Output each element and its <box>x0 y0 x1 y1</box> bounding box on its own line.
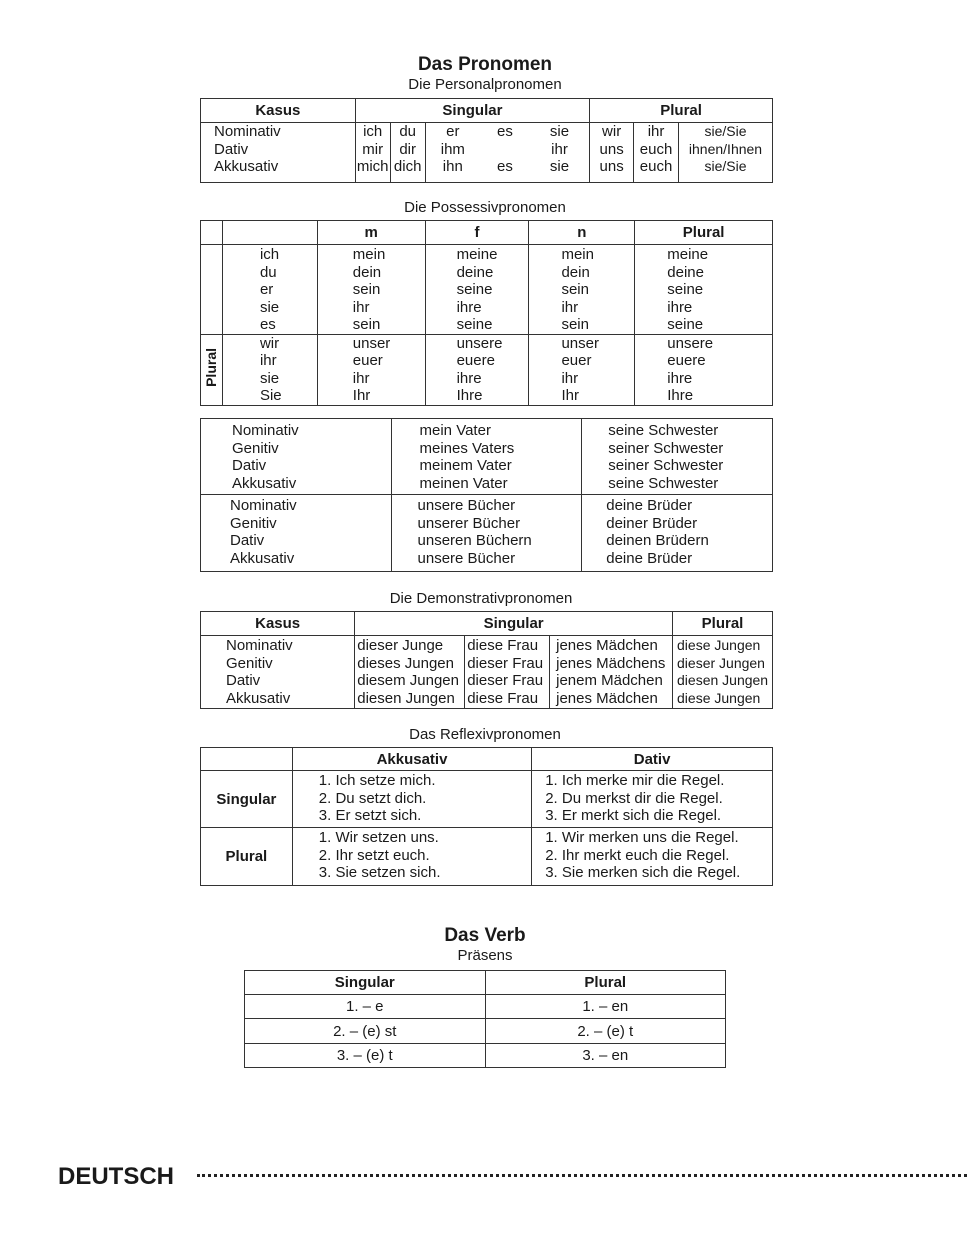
case-label: Nominativ <box>232 422 299 439</box>
possessive-cell: seine <box>667 281 704 298</box>
declension-cell: deinen Brüdern <box>606 532 709 549</box>
pronoun-cell: dich <box>393 158 422 175</box>
pronoun-cell <box>480 141 530 159</box>
reflexive-example: 2. Ihr setzt euch. <box>318 846 430 864</box>
header-kasus: Kasus <box>201 99 356 123</box>
possessive-cell: euer <box>561 352 592 369</box>
possessive-cell: euer <box>352 352 383 369</box>
demonstrative-cell: dieser Jungen <box>677 654 765 671</box>
case-label: Genitiv <box>230 514 277 532</box>
case-label: Dativ <box>214 140 249 158</box>
declension-cell: unsere Bücher <box>417 497 516 514</box>
possessive-cell: unsere <box>667 334 714 352</box>
possessive-cell: mein <box>561 246 594 263</box>
possessive-cell: ihr <box>561 369 579 387</box>
case-label: Akkusativ <box>232 474 297 492</box>
case-label: Nominativ <box>230 497 297 514</box>
verb-ending: 1. – en <box>485 995 725 1019</box>
header-n: n <box>529 221 635 245</box>
pronoun: Sie <box>259 387 282 404</box>
pronoun-cell: ihnen/Ihnen <box>688 140 763 157</box>
declension-cell: seine Schwester <box>608 474 719 492</box>
case-label: Dativ <box>226 672 261 689</box>
possessive-cell: euere <box>667 352 706 369</box>
reflexive-example: 2. Ihr merkt euch die Regel. <box>545 846 730 864</box>
possessive-cell: sein <box>561 316 589 333</box>
demonstrative-cell: diesem Jungen <box>357 672 459 689</box>
page-title: Das Pronomen <box>417 54 553 75</box>
declension-cell: unseren Büchern <box>417 532 532 549</box>
declension-cell: seiner Schwester <box>608 439 724 457</box>
pronoun: er <box>259 281 274 298</box>
possessive-cell: ihr <box>352 369 370 387</box>
demonstrative-cell: diesen Jungen <box>357 689 455 707</box>
pronoun-cell: er <box>446 123 460 140</box>
footer-dotted-line <box>197 1174 967 1177</box>
verb-ending: 1. – e <box>245 995 486 1019</box>
pronoun: ihr <box>259 352 277 369</box>
possessive-cell: deine <box>456 263 494 281</box>
pronoun-cell: uns <box>599 158 624 175</box>
possessive-cell: sein <box>352 316 381 333</box>
demonstrative-cell: jenes Mädchen <box>556 637 658 654</box>
declension-cell: deine Brüder <box>606 497 693 514</box>
possessive-cell: Ihre <box>456 387 483 404</box>
case-label: Genitiv <box>232 439 279 457</box>
possessive-cell: seine <box>456 316 493 333</box>
pronoun-cell: sie/Sie <box>704 158 747 174</box>
verb-ending: 3. – (e) t <box>245 1044 486 1068</box>
possessive-cell: sein <box>352 281 381 298</box>
pronoun-cell: uns <box>599 140 624 158</box>
demonstrative-cell: diese Jungen <box>677 637 761 653</box>
pronoun: du <box>259 263 277 281</box>
pronoun-cell: dir <box>399 140 416 158</box>
pronoun: wir <box>259 334 280 352</box>
demonstrative-cell: diese Frau <box>467 637 539 654</box>
header-m: m <box>317 221 425 245</box>
demonstrative-cell: jenes Mädchen <box>556 689 658 707</box>
verb-ending: 2. – (e) t <box>485 1019 725 1044</box>
case-label: Dativ <box>230 532 265 549</box>
reflexive-example: 3. Er merkt sich die Regel. <box>545 807 722 824</box>
declension-cell: seiner Schwester <box>608 457 724 474</box>
possessive-cell: mein <box>352 246 386 263</box>
pronoun-cell: mich <box>356 158 389 175</box>
reflexive-example: 1. Wir merken uns die Regel. <box>545 829 739 846</box>
reflexive-example: 3. Sie merken sich die Regel. <box>545 864 741 881</box>
case-label: Dativ <box>232 457 267 474</box>
verb-title: Das Verb <box>444 925 526 946</box>
declension-cell: unserer Bücher <box>417 514 521 532</box>
reflexive-example: 3. Sie setzen sich. <box>318 864 441 881</box>
possessive-cell: ihre <box>667 369 693 387</box>
pronoun-cell: ihr <box>551 140 568 158</box>
header-f: f <box>425 221 529 245</box>
reflexive-subtitle: Das Reflexivpronomen <box>409 726 561 743</box>
pronoun: sie <box>259 369 280 387</box>
header-akkusativ: Akkusativ <box>292 748 531 771</box>
declension-cell: meinem Vater <box>419 457 512 474</box>
personal-pronouns-table <box>200 98 773 183</box>
pronoun-cell: mir <box>362 140 384 158</box>
demonstrative-cell: dieser Junge <box>357 637 444 654</box>
pronoun-cell: euch <box>639 158 673 175</box>
pronoun-cell: sie <box>549 158 570 175</box>
case-label: Genitiv <box>226 654 273 672</box>
possessive-cell: unser <box>561 334 599 352</box>
possessive-cell: unser <box>352 334 391 352</box>
declension-examples-table <box>200 418 773 572</box>
header-dativ: Dativ <box>532 748 773 771</box>
pronoun-cell: es <box>497 158 513 175</box>
possessive-cell: ihre <box>456 369 482 387</box>
demonstrative-cell: jenem Mädchen <box>556 672 663 689</box>
demonstrative-cell: diese Jungen <box>677 689 761 706</box>
possessive-cell: deine <box>667 263 704 281</box>
possessive-cell: dein <box>352 263 382 281</box>
possessive-cell: sein <box>561 281 589 298</box>
reflexive-example: 2. Du setzt dich. <box>318 789 427 807</box>
pronoun-cell: du <box>399 123 416 140</box>
row-singular: Singular <box>201 771 293 828</box>
header-plural: Plural <box>673 612 773 636</box>
possessive-subtitle: Die Possessivpronomen <box>404 199 566 216</box>
possessive-cell: seine <box>667 316 704 333</box>
plural-vertical-label: Plural <box>203 348 220 387</box>
pronoun-cell: ihr <box>647 123 665 140</box>
verb-endings-table <box>244 970 726 1068</box>
row-plural: Plural <box>201 828 293 886</box>
possessive-cell: Ihre <box>667 387 694 404</box>
case-label: Akkusativ <box>230 549 295 567</box>
possessive-cell: dein <box>561 263 590 281</box>
pronoun-cell: ihm <box>440 140 465 158</box>
demonstrative-subtitle: Die Demonstrativpronomen <box>389 590 573 607</box>
declension-cell: meinen Vater <box>419 474 508 492</box>
pronoun: ich <box>259 246 280 263</box>
declension-cell: meines Vaters <box>419 439 515 457</box>
possessive-cell: unsere <box>456 334 503 352</box>
possessive-cell: euere <box>456 352 495 369</box>
possessive-cell: meine <box>667 246 709 263</box>
possessive-cell: Ihr <box>561 387 579 404</box>
demonstrative-cell: diese Frau <box>467 689 539 707</box>
case-label: Nominativ <box>226 637 293 654</box>
header-plural: Plural <box>590 99 773 123</box>
personal-subtitle: Die Personalpronomen <box>408 76 562 93</box>
possessive-cell: meine <box>456 246 498 263</box>
pronoun-cell: ihn <box>442 158 463 175</box>
pronoun-cell: wir <box>602 123 622 140</box>
demonstrative-pronouns-table <box>200 611 773 709</box>
possessive-cell: seine <box>456 281 493 298</box>
pronoun-cell: sie/Sie <box>704 123 747 139</box>
footer-label: DEUTSCH <box>58 1163 175 1190</box>
declension-cell: deiner Brüder <box>606 514 698 532</box>
demonstrative-cell: jenes Mädchens <box>556 654 666 672</box>
reflexive-example: 2. Du merkst dir die Regel. <box>545 789 723 807</box>
possessive-cell: Ihr <box>352 387 371 404</box>
pronoun: es <box>259 316 276 333</box>
declension-cell: mein Vater <box>419 422 491 439</box>
case-label: Akkusativ <box>226 689 291 707</box>
demonstrative-cell: dieses Jungen <box>357 654 454 672</box>
verb-ending: 3. – en <box>485 1044 725 1068</box>
header-plural: Plural <box>485 971 725 995</box>
pronoun-cell: ich <box>363 123 383 140</box>
reflexive-example: 1. Ich setze mich. <box>318 772 436 789</box>
pronoun-cell: sie <box>549 123 570 140</box>
case-label: Akkusativ <box>214 158 279 175</box>
declension-cell: unsere Bücher <box>417 549 516 567</box>
demonstrative-cell: dieser Frau <box>467 654 544 672</box>
possessive-cell: ihre <box>667 298 693 316</box>
reflexive-example: 1. Wir setzen uns. <box>318 829 439 846</box>
header-kasus: Kasus <box>201 612 355 636</box>
possessive-cell: ihre <box>456 298 482 316</box>
header-singular: Singular <box>355 99 589 123</box>
declension-cell: deine Brüder <box>606 549 693 567</box>
reflexive-pronouns-table <box>200 747 773 886</box>
demonstrative-cell: diesen Jungen <box>677 672 769 688</box>
pronoun-cell: es <box>497 123 513 140</box>
pronoun-cell: euch <box>639 140 673 158</box>
demonstrative-cell: dieser Frau <box>467 672 544 689</box>
verb-ending: 2. – (e) st <box>245 1019 486 1044</box>
declension-cell: seine Schwester <box>608 422 719 439</box>
header-singular: Singular <box>245 971 486 995</box>
verb-subtitle: Präsens <box>457 947 513 964</box>
header-plural: Plural <box>635 221 773 245</box>
header-singular: Singular <box>355 612 673 636</box>
possessive-cell: ihr <box>352 298 370 316</box>
possessive-cell: ihr <box>561 298 579 316</box>
reflexive-example: 3. Er setzt sich. <box>318 807 422 824</box>
possessive-pronouns-table <box>200 220 773 406</box>
pronoun: sie <box>259 298 280 316</box>
case-label: Nominativ <box>214 123 281 140</box>
reflexive-example: 1. Ich merke mir die Regel. <box>545 772 725 789</box>
